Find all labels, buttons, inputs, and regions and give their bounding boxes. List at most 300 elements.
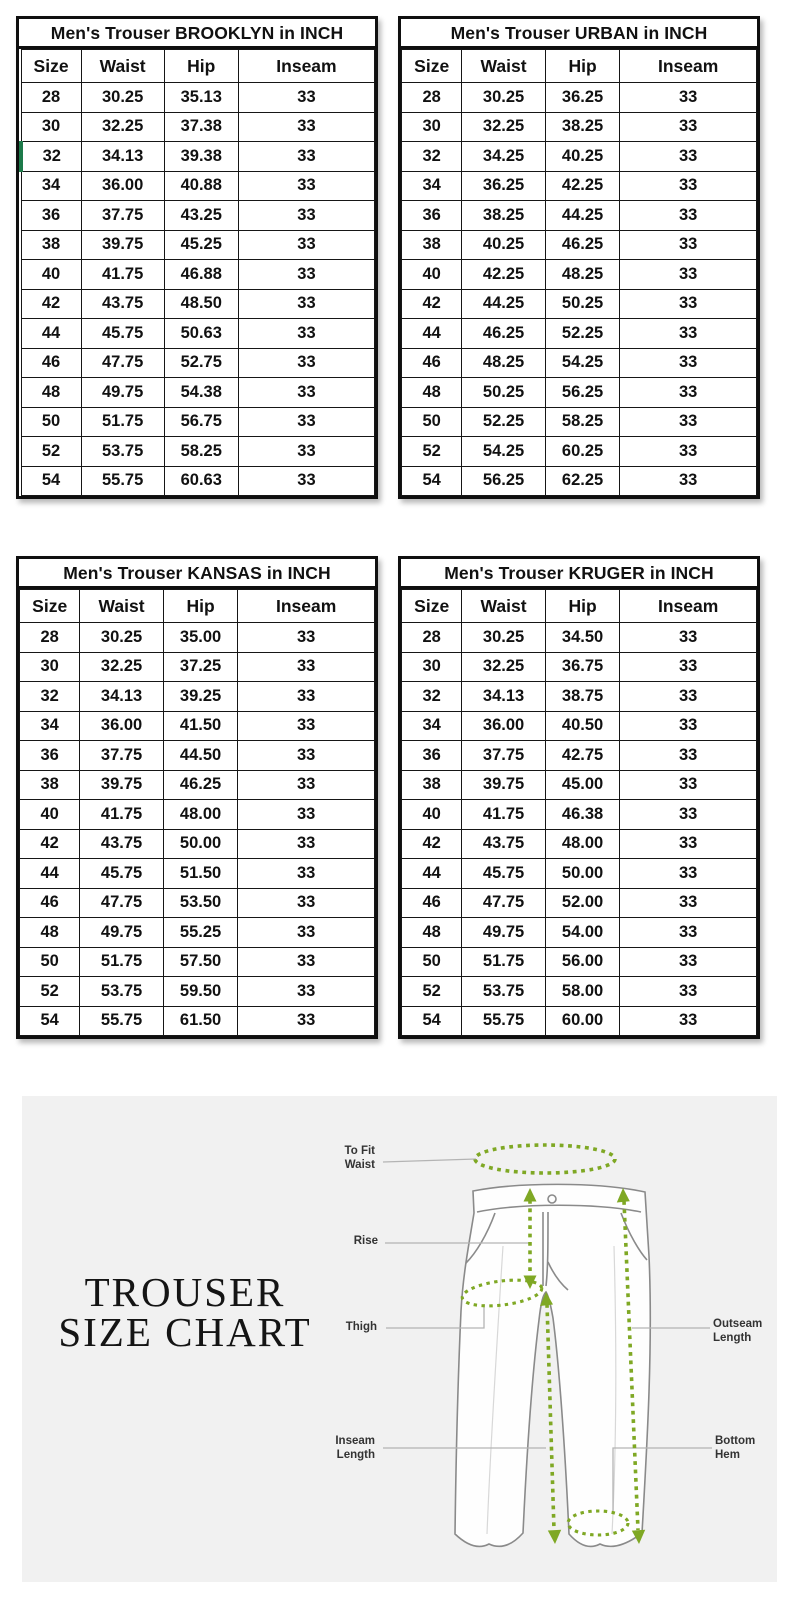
- label-thigh: Thigh: [345, 1321, 377, 1333]
- table-cell: 38.25: [462, 201, 545, 231]
- table-row: [402, 437, 757, 467]
- table-row: [20, 947, 375, 977]
- table-row: [20, 918, 375, 948]
- table-row: [402, 947, 757, 977]
- table-cell: 36.75: [545, 652, 620, 682]
- table-cell: 44.25: [462, 289, 545, 319]
- table-cell: 48.50: [164, 289, 238, 319]
- table-cell: 42: [20, 829, 80, 859]
- table-cell: 48: [20, 918, 80, 948]
- table-cell: 52: [20, 977, 80, 1007]
- table-cell: 33: [620, 83, 757, 113]
- size-table-grid: [401, 589, 757, 1036]
- table-cell: 34: [402, 171, 462, 201]
- table-cell: 49.75: [462, 918, 545, 948]
- table-cell: 54: [402, 1006, 462, 1036]
- table-row: [402, 83, 757, 113]
- table-cell: 33: [238, 201, 374, 231]
- table-cell: 46.88: [164, 260, 238, 290]
- table-cell: 33: [620, 1006, 757, 1036]
- table-cell: 33: [238, 623, 375, 653]
- table-cell: 30.25: [81, 83, 164, 113]
- table-cell: 47.75: [80, 888, 163, 918]
- table-cell: 62.25: [545, 466, 620, 496]
- table-cell: 33: [238, 378, 374, 408]
- column-header: Inseam: [620, 50, 757, 83]
- table-cell: 40.25: [462, 230, 545, 260]
- column-header: Hip: [163, 590, 238, 623]
- table-cell: 42: [402, 289, 462, 319]
- table-cell: 44: [20, 859, 80, 889]
- table-cell: 33: [620, 918, 757, 948]
- size-table-kansas: [16, 556, 378, 1039]
- table-cell: 33: [238, 319, 374, 349]
- table-cell: 58.00: [545, 977, 620, 1007]
- table-cell: 36: [402, 741, 462, 771]
- header-row: [402, 590, 757, 623]
- table-cell: 28: [402, 83, 462, 113]
- table-row: [21, 319, 375, 349]
- table-body-brooklyn: [19, 49, 375, 496]
- table-cell: 32.25: [462, 652, 545, 682]
- table-row: [402, 378, 757, 408]
- table-cell: 34: [402, 711, 462, 741]
- table-row: [402, 829, 757, 859]
- table-cell: 33: [620, 289, 757, 319]
- table-cell: 43.25: [164, 201, 238, 231]
- table-cell: 33: [238, 437, 374, 467]
- table-cell: 33: [238, 711, 375, 741]
- table-cell: 33: [620, 829, 757, 859]
- table-cell: 55.75: [462, 1006, 545, 1036]
- table-cell: 54.38: [164, 378, 238, 408]
- table-cell: 43.75: [462, 829, 545, 859]
- table-row: [21, 378, 375, 408]
- table-row: [21, 260, 375, 290]
- table-cell: 33: [238, 112, 374, 142]
- table-cell: 43.75: [81, 289, 164, 319]
- table-cell: 38: [402, 770, 462, 800]
- table-cell: 33: [620, 142, 757, 172]
- table-cell: 38: [21, 230, 81, 260]
- table-cell: 40: [21, 260, 81, 290]
- table-cell: 46: [20, 888, 80, 918]
- column-header: Waist: [81, 50, 164, 83]
- table-cell: 30: [402, 112, 462, 142]
- table-cell: 51.50: [163, 859, 238, 889]
- table-row: [20, 888, 375, 918]
- table-row: [20, 623, 375, 653]
- table-cell: 41.75: [80, 800, 163, 830]
- waist-measure-ellipse: [475, 1145, 615, 1173]
- table-row: [402, 977, 757, 1007]
- table-cell: 35.13: [164, 83, 238, 113]
- table-cell: 33: [620, 623, 757, 653]
- table-cell: 37.75: [462, 741, 545, 771]
- label-bottom-hem: Bottom Hem: [715, 1435, 756, 1461]
- table-body-kruger: [401, 589, 757, 1036]
- table-cell: 53.75: [81, 437, 164, 467]
- table-cell: 33: [620, 682, 757, 712]
- table-row: [21, 230, 375, 260]
- column-header: Hip: [164, 50, 238, 83]
- table-cell: 33: [238, 829, 375, 859]
- table-cell: 44: [21, 319, 81, 349]
- table-cell: 50: [20, 947, 80, 977]
- table-cell: 51.75: [81, 407, 164, 437]
- column-header: Inseam: [238, 590, 375, 623]
- table-cell: 33: [238, 977, 375, 1007]
- column-header: Size: [402, 50, 462, 83]
- table-cell: 42.25: [545, 171, 620, 201]
- header-row: [20, 590, 375, 623]
- table-body-urban: [401, 49, 757, 496]
- table-cell: 32: [402, 142, 462, 172]
- table-cell: 33: [620, 770, 757, 800]
- table-row: [21, 407, 375, 437]
- table-cell: 60.25: [545, 437, 620, 467]
- table-cell: 53.75: [80, 977, 163, 1007]
- table-cell: 53.50: [163, 888, 238, 918]
- table-cell: 42: [402, 829, 462, 859]
- table-row: [402, 888, 757, 918]
- table-cell: 52.00: [545, 888, 620, 918]
- table-row: [20, 1006, 375, 1036]
- table-row: [402, 711, 757, 741]
- table-cell: 32.25: [462, 112, 545, 142]
- table-cell: 38.75: [545, 682, 620, 712]
- table-row: [402, 289, 757, 319]
- table-cell: 34.50: [545, 623, 620, 653]
- table-cell: 33: [238, 800, 375, 830]
- table-cell: 34: [21, 171, 81, 201]
- table-cell: 33: [238, 947, 375, 977]
- table-row: [402, 260, 757, 290]
- size-table-grid: [401, 49, 757, 496]
- table-cell: 39.75: [462, 770, 545, 800]
- table-body-kansas: [19, 589, 375, 1036]
- table-cell: 54.25: [462, 437, 545, 467]
- table-cell: 33: [238, 289, 374, 319]
- table-cell: 44.25: [545, 201, 620, 231]
- table-cell: 30: [21, 112, 81, 142]
- column-header: Waist: [462, 50, 545, 83]
- table-row: [402, 230, 757, 260]
- table-cell: 55.75: [81, 466, 164, 496]
- table-cell: 46: [402, 888, 462, 918]
- table-row: [21, 289, 375, 319]
- table-cell: 28: [402, 623, 462, 653]
- table-cell: 40.88: [164, 171, 238, 201]
- size-table-kruger: [398, 556, 760, 1039]
- column-header: Inseam: [238, 50, 374, 83]
- table-cell: 47.75: [81, 348, 164, 378]
- brand-line1: TROUSER: [84, 1269, 286, 1315]
- table-cell: 56.25: [545, 378, 620, 408]
- column-header: Hip: [545, 590, 620, 623]
- table-cell: 33: [238, 859, 375, 889]
- table-cell: 33: [238, 260, 374, 290]
- table-row: [20, 652, 375, 682]
- table-cell: 34.25: [462, 142, 545, 172]
- column-header: Waist: [80, 590, 163, 623]
- table-title-urban: Men's Trouser URBAN in INCH: [401, 19, 757, 49]
- table-cell: 44.50: [163, 741, 238, 771]
- table-cell: 33: [620, 201, 757, 231]
- table-row: [20, 859, 375, 889]
- table-row: [402, 1006, 757, 1036]
- table-cell: 33: [620, 741, 757, 771]
- table-row: [21, 466, 375, 496]
- table-cell: 39.38: [164, 142, 238, 172]
- table-cell: 33: [620, 888, 757, 918]
- table-row: [402, 142, 757, 172]
- table-row: [20, 829, 375, 859]
- table-cell: 30.25: [80, 623, 163, 653]
- column-header: Waist: [462, 590, 545, 623]
- table-cell: 47.75: [462, 888, 545, 918]
- label-to-fit-waist: To Fit Waist: [344, 1145, 375, 1171]
- table-cell: 43.75: [80, 829, 163, 859]
- table-cell: 49.75: [80, 918, 163, 948]
- table-row: [402, 348, 757, 378]
- table-cell: 33: [620, 319, 757, 349]
- table-cell: 33: [238, 741, 375, 771]
- table-cell: 33: [620, 348, 757, 378]
- table-cell: 52.25: [545, 319, 620, 349]
- table-cell: 56.25: [462, 466, 545, 496]
- table-cell: 46: [402, 348, 462, 378]
- table-cell: 32: [21, 142, 81, 172]
- table-cell: 44: [402, 319, 462, 349]
- table-cell: 50.25: [545, 289, 620, 319]
- table-cell: 33: [620, 171, 757, 201]
- table-row: [402, 319, 757, 349]
- label-outseam-length: Outseam Length: [713, 1318, 763, 1344]
- table-cell: 33: [620, 230, 757, 260]
- table-cell: 37.75: [80, 741, 163, 771]
- table-row: [20, 711, 375, 741]
- table-row: [402, 652, 757, 682]
- table-cell: 33: [238, 348, 374, 378]
- table-cell: 56.75: [164, 407, 238, 437]
- table-title-kruger: Men's Trouser KRUGER in INCH: [401, 559, 757, 589]
- table-cell: 32: [20, 682, 80, 712]
- table-cell: 36.00: [81, 171, 164, 201]
- table-cell: 33: [238, 230, 374, 260]
- table-cell: 33: [620, 711, 757, 741]
- table-cell: 33: [238, 466, 374, 496]
- table-cell: 50: [402, 407, 462, 437]
- column-header: Size: [21, 50, 81, 83]
- table-cell: 46.25: [163, 770, 238, 800]
- table-cell: 46: [21, 348, 81, 378]
- table-cell: 30: [20, 652, 80, 682]
- table-cell: 44: [402, 859, 462, 889]
- table-cell: 33: [620, 260, 757, 290]
- table-row: [20, 977, 375, 1007]
- table-row: [402, 800, 757, 830]
- table-cell: 54.25: [545, 348, 620, 378]
- table-row: [21, 142, 375, 172]
- table-title-kansas: Men's Trouser KANSAS in INCH: [19, 559, 375, 589]
- table-row: [21, 112, 375, 142]
- table-cell: 46.25: [462, 319, 545, 349]
- table-cell: 33: [238, 888, 375, 918]
- table-cell: 32.25: [80, 652, 163, 682]
- table-row: [21, 437, 375, 467]
- table-cell: 51.75: [462, 947, 545, 977]
- table-cell: 48.25: [545, 260, 620, 290]
- table-cell: 52: [402, 437, 462, 467]
- table-cell: 28: [21, 83, 81, 113]
- table-row: [20, 800, 375, 830]
- table-cell: 37.38: [164, 112, 238, 142]
- table-cell: 54: [20, 1006, 80, 1036]
- table-cell: 42: [21, 289, 81, 319]
- table-row: [402, 918, 757, 948]
- table-cell: 51.75: [80, 947, 163, 977]
- table-cell: 48.25: [462, 348, 545, 378]
- table-cell: 36.00: [462, 711, 545, 741]
- column-header: Size: [402, 590, 462, 623]
- table-row: [402, 466, 757, 496]
- table-cell: 52: [21, 437, 81, 467]
- table-cell: 48.00: [545, 829, 620, 859]
- table-row: [402, 407, 757, 437]
- table-row: [21, 348, 375, 378]
- column-header: Hip: [545, 50, 620, 83]
- table-cell: 48: [402, 378, 462, 408]
- table-cell: 60.00: [545, 1006, 620, 1036]
- table-cell: 38.25: [545, 112, 620, 142]
- table-cell: 54: [21, 466, 81, 496]
- table-cell: 34.13: [81, 142, 164, 172]
- table-cell: 32.25: [81, 112, 164, 142]
- table-cell: 54: [402, 466, 462, 496]
- table-cell: 34: [20, 711, 80, 741]
- table-cell: 52.25: [462, 407, 545, 437]
- table-cell: 36.00: [80, 711, 163, 741]
- table-cell: 33: [238, 682, 375, 712]
- table-cell: 59.50: [163, 977, 238, 1007]
- table-cell: 33: [238, 142, 374, 172]
- table-cell: 41.75: [81, 260, 164, 290]
- size-table-brooklyn: [16, 16, 378, 499]
- table-cell: 33: [238, 1006, 375, 1036]
- table-cell: 39.75: [81, 230, 164, 260]
- table-cell: 61.50: [163, 1006, 238, 1036]
- brand-title: [44, 1269, 326, 1355]
- table-row: [402, 112, 757, 142]
- table-cell: 33: [238, 407, 374, 437]
- table-cell: 37.25: [163, 652, 238, 682]
- table-cell: 33: [238, 918, 375, 948]
- table-cell: 50.63: [164, 319, 238, 349]
- table-cell: 55.75: [80, 1006, 163, 1036]
- table-row: [21, 83, 375, 113]
- table-cell: 35.00: [163, 623, 238, 653]
- table-cell: 39.25: [163, 682, 238, 712]
- table-cell: 50.25: [462, 378, 545, 408]
- table-cell: 33: [620, 947, 757, 977]
- table-cell: 45.75: [80, 859, 163, 889]
- inseam-measure-line: [547, 1304, 554, 1530]
- table-cell: 49.75: [81, 378, 164, 408]
- table-cell: 60.63: [164, 466, 238, 496]
- table-cell: 42.25: [462, 260, 545, 290]
- table-row: [402, 741, 757, 771]
- table-cell: 28: [20, 623, 80, 653]
- table-cell: 41.75: [462, 800, 545, 830]
- table-cell: 53.75: [462, 977, 545, 1007]
- table-row: [402, 623, 757, 653]
- header-row: [21, 50, 375, 83]
- table-cell: 56.00: [545, 947, 620, 977]
- table-cell: 48: [402, 918, 462, 948]
- table-cell: 50.00: [163, 829, 238, 859]
- table-cell: 48: [21, 378, 81, 408]
- size-table-grid: [19, 49, 375, 496]
- table-cell: 58.25: [545, 407, 620, 437]
- table-row: [402, 859, 757, 889]
- table-row: [402, 171, 757, 201]
- table-cell: 33: [238, 83, 374, 113]
- table-cell: 52: [402, 977, 462, 1007]
- table-cell: 30.25: [462, 83, 545, 113]
- table-cell: 33: [620, 466, 757, 496]
- table-cell: 33: [620, 112, 757, 142]
- table-cell: 52.75: [164, 348, 238, 378]
- table-cell: 33: [238, 171, 374, 201]
- table-title-brooklyn: Men's Trouser BROOKLYN in INCH: [19, 19, 375, 49]
- table-cell: 46.38: [545, 800, 620, 830]
- table-row: [20, 682, 375, 712]
- table-cell: 40: [402, 260, 462, 290]
- table-row: [20, 741, 375, 771]
- table-cell: 34.13: [462, 682, 545, 712]
- table-cell: 33: [620, 652, 757, 682]
- table-cell: 36: [20, 741, 80, 771]
- table-row: [20, 770, 375, 800]
- table-cell: 50.00: [545, 859, 620, 889]
- table-cell: 32: [402, 682, 462, 712]
- label-inseam-length: Inseam Length: [335, 1435, 375, 1461]
- trouser-diagram-panel: [22, 1096, 777, 1582]
- table-cell: 45.75: [462, 859, 545, 889]
- table-cell: 46.25: [545, 230, 620, 260]
- table-row: [21, 171, 375, 201]
- table-cell: 38: [402, 230, 462, 260]
- table-cell: 33: [620, 407, 757, 437]
- table-row: [402, 770, 757, 800]
- table-cell: 55.25: [163, 918, 238, 948]
- table-cell: 40: [402, 800, 462, 830]
- table-cell: 45.25: [164, 230, 238, 260]
- column-header: Inseam: [620, 590, 757, 623]
- table-cell: 33: [620, 378, 757, 408]
- table-cell: 37.75: [81, 201, 164, 231]
- column-header: Size: [20, 590, 80, 623]
- table-cell: 42.75: [545, 741, 620, 771]
- table-cell: 57.50: [163, 947, 238, 977]
- table-row: [402, 682, 757, 712]
- table-cell: 45.75: [81, 319, 164, 349]
- table-cell: 33: [620, 437, 757, 467]
- table-cell: 30: [402, 652, 462, 682]
- table-cell: 36.25: [545, 83, 620, 113]
- table-cell: 58.25: [164, 437, 238, 467]
